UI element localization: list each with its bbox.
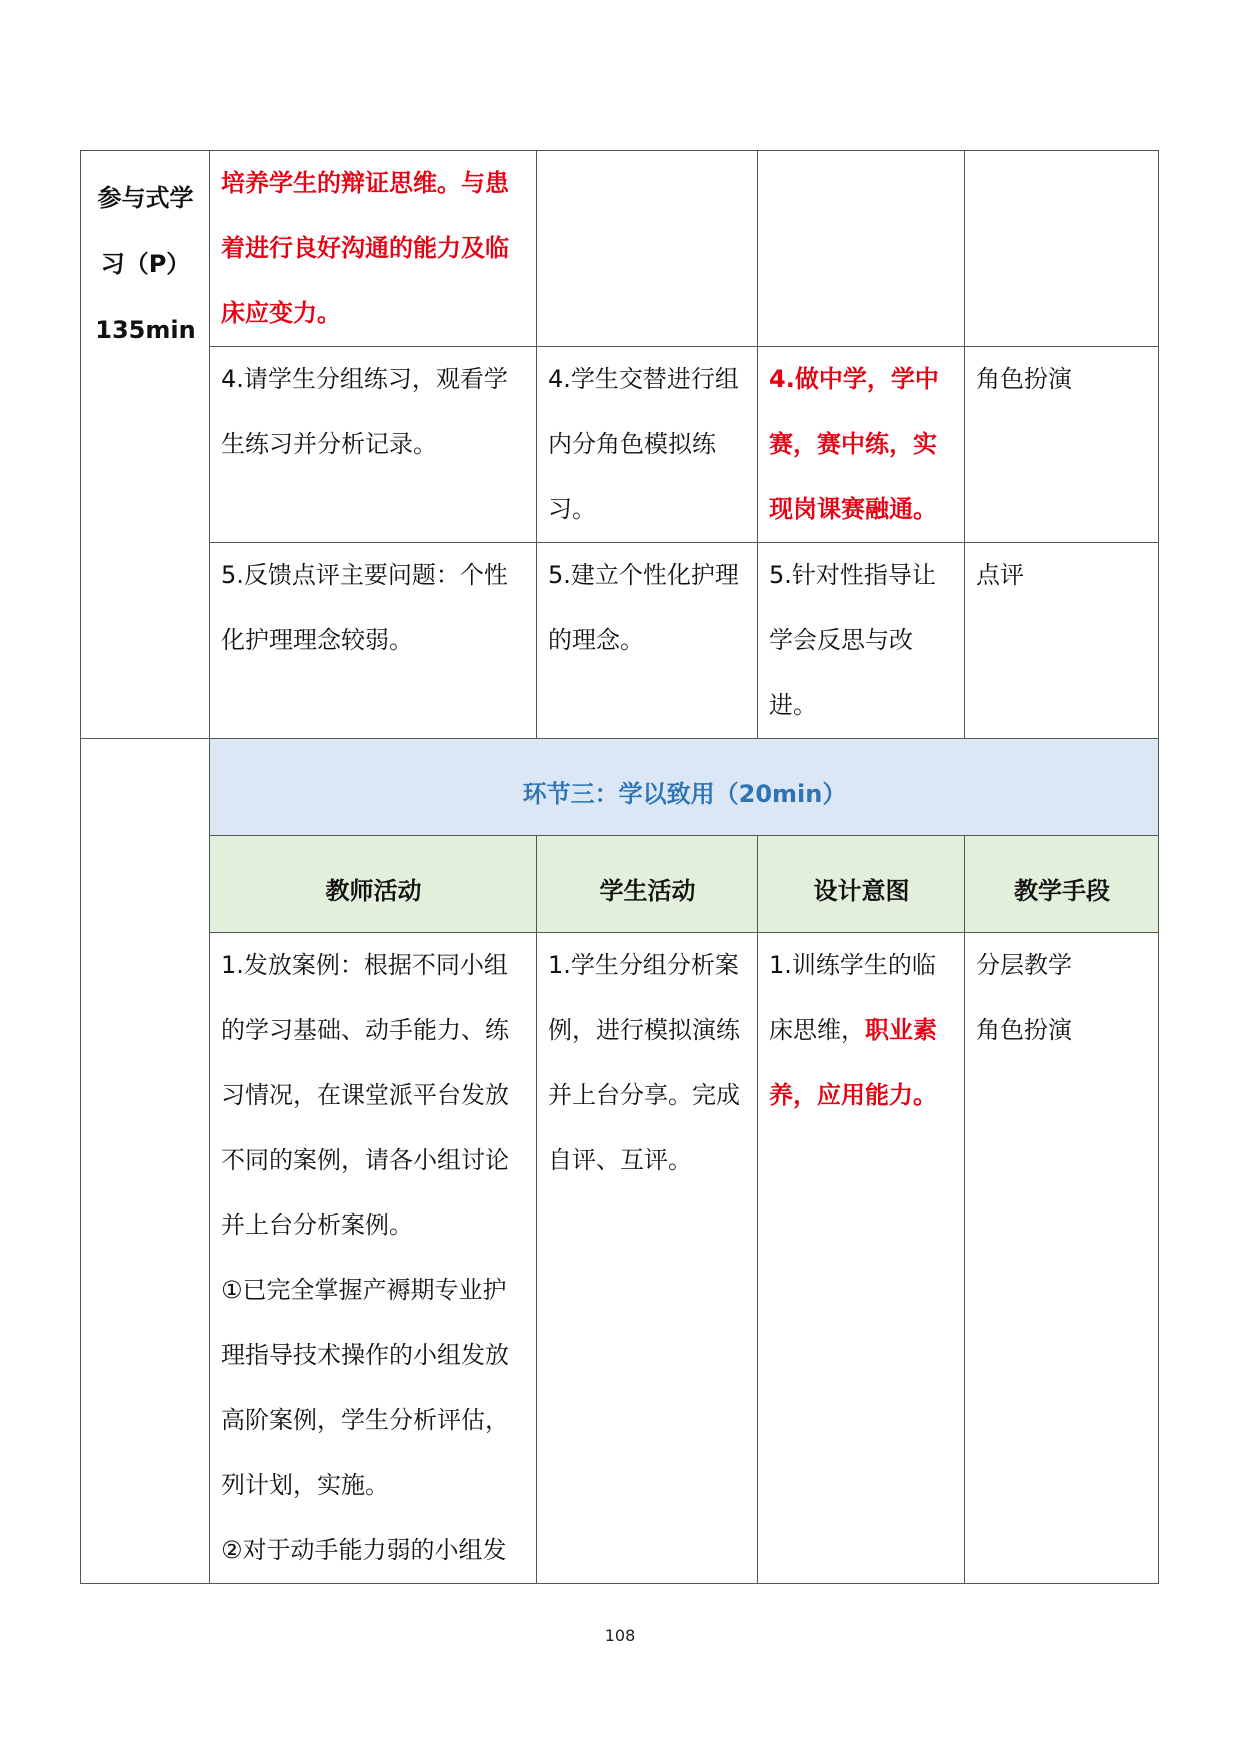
teaching-method-text: 点评 [976, 561, 1024, 589]
design-intent-cell [758, 151, 965, 347]
teaching-method-text: 角色扮演 [976, 1016, 1072, 1044]
teacher-activity-cell [210, 347, 537, 543]
column-header-method [965, 836, 1159, 933]
teacher-activity-cell [210, 151, 537, 347]
teacher-activity-paragraph: 1.发放案例：根据不同小组的学习基础、动手能力、练习情况，在课堂派平台发放不同的案例，请各小组讨论并上台分析案例。 [221, 951, 509, 1239]
column-header-label: 学生活动 [599, 877, 696, 905]
column-header-label: 教师活动 [325, 877, 422, 905]
teacher-activity-paragraph: ②对于动手能力弱的小组发 [221, 1536, 507, 1564]
student-activity-cell [537, 543, 758, 739]
table-row [81, 933, 1159, 1584]
phase-label-line2: 习（P） [100, 250, 191, 278]
teaching-method-cell [965, 151, 1159, 347]
teacher-activity-text: 培养学生的辩证思维。与患着进行良好沟通的能力及临床应变力。 [221, 169, 509, 327]
teacher-activity-cell [210, 933, 537, 1584]
table-row [81, 151, 1159, 347]
column-header-label: 设计意图 [813, 877, 910, 905]
teacher-activity-text: 5.反馈点评主要问题：个性化护理理念较弱。 [221, 561, 508, 654]
teacher-activity-paragraph: ①已完全掌握产褥期专业护理指导技术操作的小组发放高阶案例，学生分析评估，列计划，实施。 [221, 1276, 509, 1499]
teaching-method-text: 角色扮演 [976, 365, 1072, 393]
column-header-label: 教学手段 [1014, 877, 1110, 905]
design-intent-text: 5.针对性指导让学会反思与改进。 [769, 561, 936, 719]
teaching-method-text: 分层教学 [976, 951, 1072, 979]
design-intent-text: 1.训练学生的临床思维， [769, 951, 936, 1044]
student-activity-text: 5.建立个性化护理的理念。 [548, 561, 739, 654]
section-title-cell [210, 739, 1159, 836]
teacher-activity-text: 4.请学生分组练习，观看学生练习并分析记录。 [221, 365, 508, 458]
design-intent-text: 4.做中学，学中赛，赛中练，实现岗课赛融通。 [769, 365, 939, 523]
column-header-teacher [210, 836, 537, 933]
phase-duration: 135min [95, 316, 196, 344]
table-row [81, 347, 1159, 543]
column-header-row [81, 836, 1159, 933]
section-row [81, 739, 1159, 836]
phase-label-line1: 参与式学 [97, 184, 194, 212]
student-activity-cell [537, 151, 758, 347]
design-intent-cell [758, 347, 965, 543]
student-activity-text: 4.学生交替进行组内分角色模拟练习。 [548, 365, 739, 523]
teaching-method-cell [965, 933, 1159, 1584]
student-activity-cell [537, 347, 758, 543]
phase-cell-empty [81, 739, 210, 1584]
phase-cell [81, 151, 210, 739]
student-activity-cell [537, 933, 758, 1584]
column-header-student [537, 836, 758, 933]
design-intent-emphasis: 职业素养，应用能力。 [769, 1016, 937, 1109]
student-activity-text: 1.学生分组分析案例，进行模拟演练并上台分享。完成自评、互评。 [548, 951, 740, 1174]
lesson-plan-table [80, 150, 1159, 1584]
design-intent-cell [758, 543, 965, 739]
column-header-intent [758, 836, 965, 933]
teaching-method-cell [965, 347, 1159, 543]
teaching-method-cell [965, 543, 1159, 739]
table-row [81, 543, 1159, 739]
page-number: 108 [604, 1626, 636, 1645]
design-intent-cell [758, 933, 965, 1584]
teacher-activity-cell [210, 543, 537, 739]
section-title: 环节三：学以致用（20min） [522, 780, 847, 808]
